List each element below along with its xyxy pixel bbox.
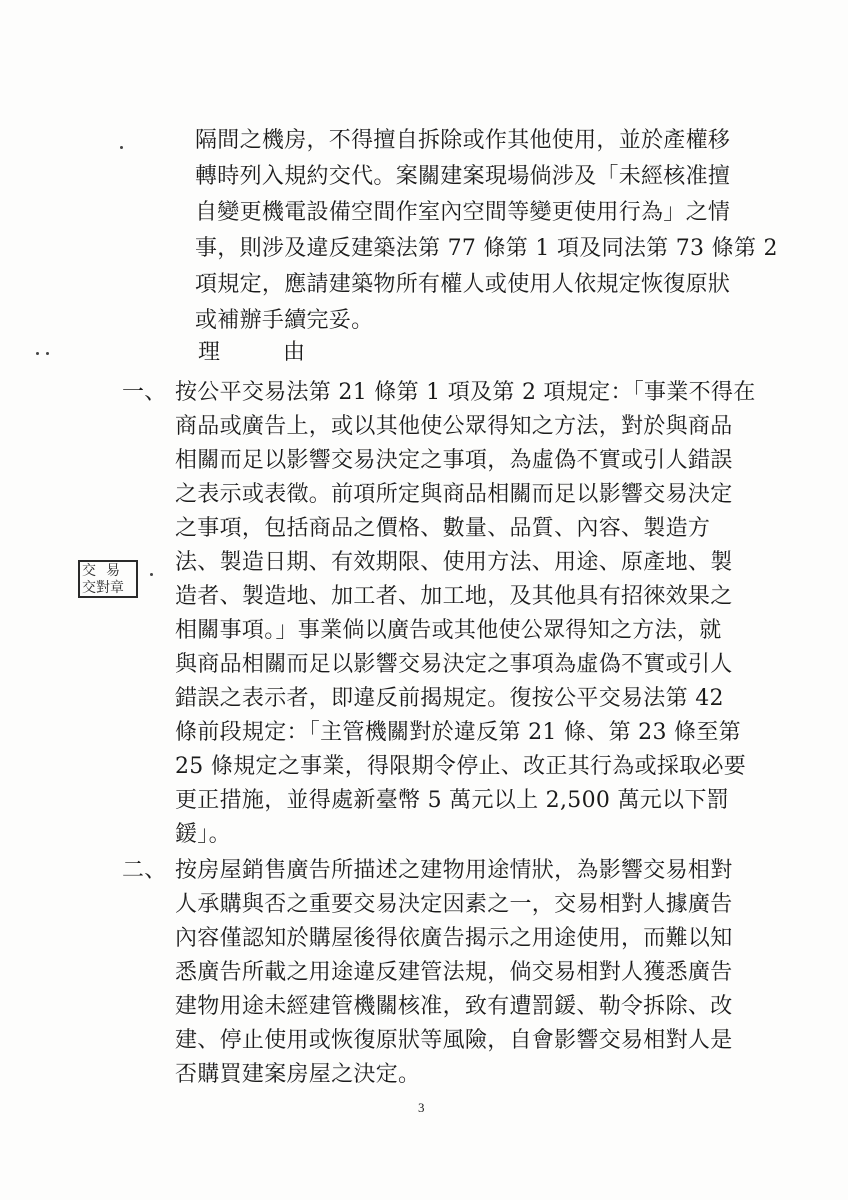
stamp-row: 交易 bbox=[82, 563, 130, 579]
paragraph-line: 內容僅認知於購屋後得依廣告揭示之用途使用，而難以知 bbox=[175, 926, 733, 951]
collation-stamp bbox=[78, 560, 138, 598]
paragraph-line: 條前段規定：「主管機關對於違反第 21 條、第 23 條至第 bbox=[175, 720, 741, 745]
paragraph-line: 之表示或表徵。前項所定與商品相關而足以影響交易決定 bbox=[175, 482, 733, 507]
paragraph-line: 相關而足以影響交易決定之事項，為虛偽不實或引人錯誤 bbox=[175, 448, 733, 473]
paragraph-line: 自變更機電設備空間作室內空間等變更使用行為」之情 bbox=[195, 200, 731, 225]
scan-speck bbox=[36, 352, 39, 355]
stamp-row: 交對章 bbox=[82, 580, 124, 596]
paragraph-line: 更正措施，並得處新臺幣 5 萬元以上 2,500 萬元以下罰 bbox=[175, 788, 729, 813]
paragraph-line: 與商品相關而足以影響交易決定之事項為虛偽不實或引人 bbox=[175, 652, 733, 677]
paragraph-line: 隔間之機房，不得擅自拆除或作其他使用，並於產權移 bbox=[195, 128, 731, 153]
paragraph-line: 錯誤之表示者，即違反前揭規定。復按公平交易法第 42 bbox=[175, 686, 724, 711]
paragraph-line: 人承購與否之重要交易決定因素之一，交易相對人據廣告 bbox=[175, 892, 733, 917]
item-marker: 一、 bbox=[122, 380, 167, 405]
paragraph-line: 商品或廣告上，或以其他使公眾得知之方法，對於與商品 bbox=[175, 414, 733, 439]
paragraph-line: 按公平交易法第 21 條第 1 項及第 2 項規定：「事業不得在 bbox=[175, 380, 756, 405]
item-marker: 二、 bbox=[122, 858, 167, 883]
paragraph-line: 造者、製造地、加工者、加工地，及其他具有招徠效果之 bbox=[175, 584, 733, 609]
paragraph-line: 項規定，應請建築物所有權人或使用人依規定恢復原狀 bbox=[195, 272, 731, 297]
scan-speck bbox=[150, 573, 153, 576]
paragraph-line: 相關事項。」事業倘以廣告或其他使公眾得知之方法，就 bbox=[175, 618, 722, 643]
page-number: 3 bbox=[418, 1100, 425, 1115]
paragraph-line: 法、製造日期、有效期限、使用方法、用途、原產地、製 bbox=[175, 550, 733, 575]
paragraph-line: 或補辦手續完妥。 bbox=[195, 308, 374, 333]
paragraph-line: 之事項，包括商品之價格、數量、品質、內容、製造方 bbox=[175, 516, 711, 541]
paragraph-line: 否購買建案房屋之決定。 bbox=[175, 1062, 421, 1087]
scan-speck bbox=[46, 352, 49, 355]
paragraph-line: 建、停止使用或恢復原狀等風險，自會影響交易相對人是 bbox=[175, 1028, 733, 1053]
paragraph-line: 事，則涉及違反建築法第 77 條第 1 項及同法第 73 條第 2 bbox=[195, 236, 778, 261]
paragraph-line: 25 條規定之事業，得限期令停止、改正其行為或採取必要 bbox=[175, 754, 747, 779]
paragraph-line: 轉時列入規約交代。案關建案現場倘涉及「未經核准擅 bbox=[195, 164, 731, 189]
scan-speck bbox=[120, 146, 123, 149]
section-heading: 理 由 bbox=[198, 340, 333, 365]
paragraph-line: 建物用途未經建管機關核准，致有遭罰鍰、勒令拆除、改 bbox=[175, 994, 733, 1019]
paragraph-line: 按房屋銷售廣告所描述之建物用途情狀，為影響交易相對 bbox=[175, 858, 733, 883]
paragraph-line: 鍰」。 bbox=[175, 822, 231, 847]
paragraph-line: 悉廣告所載之用途違反建管法規，倘交易相對人獲悉廣告 bbox=[175, 960, 733, 985]
